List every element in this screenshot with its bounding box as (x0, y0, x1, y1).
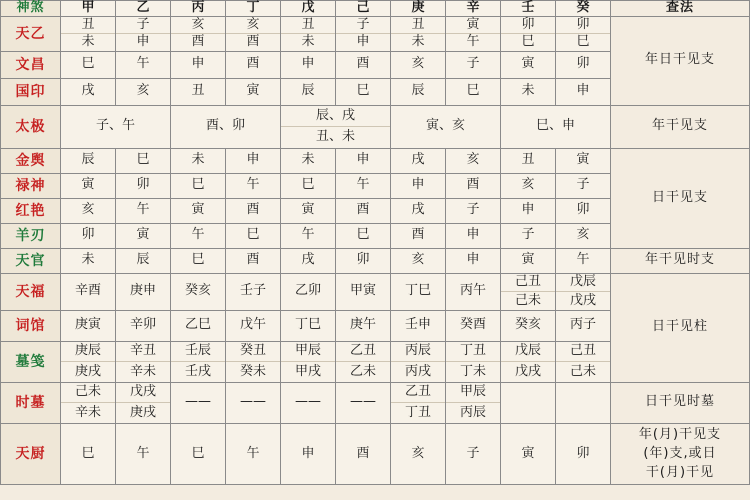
cell-lushen-5: 午 (336, 173, 391, 198)
cell-yangren-1: 寅 (116, 223, 171, 248)
table-row (1, 382, 750, 423)
cell-tianchu-8: 寅 (501, 423, 556, 485)
cell-top: 甲辰 (459, 384, 486, 400)
cell-tianfu-1: 庚申 (116, 273, 171, 310)
cell-tianfu-7: 丙午 (446, 273, 501, 310)
cell-wenchang-2: 申 (171, 51, 226, 78)
cell-yangren-3: 巳 (226, 223, 281, 248)
cell-top: 癸丑 (239, 343, 266, 359)
note-tianchu-text: 年(月)干见支 (年)支,或日 干(月)干见 (638, 426, 722, 480)
cell-top: 丑 (411, 16, 425, 32)
cell-tianguan-0: 未 (61, 248, 116, 273)
note-tianyi: 年日干见支 (611, 16, 750, 105)
cell-tianyi-4 (281, 16, 336, 51)
cell-tianguan-2: 巳 (171, 248, 226, 273)
cell-ciguan-4: 丁巳 (281, 310, 336, 341)
cell-top: 子 (136, 16, 150, 32)
cell-tianguan-1: 辰 (116, 248, 171, 273)
cell-top: 丑 (81, 16, 95, 32)
cell-tianchu-5: 酉 (336, 423, 391, 485)
cell-tianchu-6: 亥 (391, 423, 446, 485)
note-jinyu: 日干见支 (611, 148, 750, 248)
row-label-jinyu: 金舆 (1, 148, 61, 173)
cell-mujian-7 (446, 341, 501, 382)
cell-wenchang-5: 酉 (336, 51, 391, 78)
cell-shimu-2: —— (171, 382, 226, 423)
cell-ciguan-2: 乙巳 (171, 310, 226, 341)
cell-guoyin-7: 巳 (446, 78, 501, 105)
header-col-0: 甲 (61, 1, 116, 17)
note-tianguan: 年干见时支 (611, 248, 750, 273)
cell-lushen-2: 巳 (171, 173, 226, 198)
row-label-yangren: 羊刃 (1, 223, 61, 248)
cell-lushen-1: 卯 (116, 173, 171, 198)
cell-hongyan-0: 亥 (61, 198, 116, 223)
cell-bottom: 乙未 (336, 361, 390, 382)
cell-shimu-9 (556, 382, 611, 423)
cell-mujian-6 (391, 341, 446, 382)
cell-tianguan-7: 申 (446, 248, 501, 273)
cell-bottom: 戊戌 (556, 291, 610, 310)
cell-bottom: 辛未 (61, 402, 115, 423)
cell-bottom: 丙戌 (391, 361, 445, 382)
cell-tianchu-3: 午 (226, 423, 281, 485)
table-row (1, 148, 750, 173)
cell-mujian-0 (61, 341, 116, 382)
cell-tianchu-2: 巳 (171, 423, 226, 485)
cell-tianyi-5 (336, 16, 391, 51)
cell-hongyan-7: 子 (446, 198, 501, 223)
cell-tianfu-6: 丁巳 (391, 273, 446, 310)
cell-ciguan-6: 壬申 (391, 310, 446, 341)
cell-shimu-5: —— (336, 382, 391, 423)
cell-guoyin-4: 辰 (281, 78, 336, 105)
cell-top: 寅 (466, 16, 480, 32)
cell-jinyu-2: 未 (171, 148, 226, 173)
cell-bottom: 庚戌 (61, 361, 115, 382)
cell-tianfu-8 (501, 273, 556, 310)
cell-tianchu-9: 卯 (556, 423, 611, 485)
cell-bottom: 酉 (226, 33, 280, 51)
cell-ciguan-5: 庚午 (336, 310, 391, 341)
cell-wenchang-1: 午 (116, 51, 171, 78)
cell-guoyin-2: 丑 (171, 78, 226, 105)
cell-top: 己未 (74, 384, 101, 400)
cell-ciguan-0: 庚寅 (61, 310, 116, 341)
cell-bottom: 未 (391, 33, 445, 51)
cell-tianfu-3: 壬子 (226, 273, 281, 310)
cell-tianguan-4: 戌 (281, 248, 336, 273)
cell-lushen-8: 亥 (501, 173, 556, 198)
cell-lushen-7: 酉 (446, 173, 501, 198)
cell-mujian-5 (336, 341, 391, 382)
cell-wenchang-9: 卯 (556, 51, 611, 78)
cell-tianyi-2 (171, 16, 226, 51)
cell-guoyin-5: 巳 (336, 78, 391, 105)
header-label: 神煞 (1, 1, 61, 17)
cell-top: 亥 (246, 16, 260, 32)
cell-tianguan-9: 午 (556, 248, 611, 273)
header-col-5: 己 (336, 1, 391, 17)
cell-bottom: 癸未 (226, 361, 280, 382)
cell-shimu-0 (61, 382, 116, 423)
cell-top: 戊辰 (569, 274, 596, 290)
cell-lushen-3: 午 (226, 173, 281, 198)
cell-tianyi-0 (61, 16, 116, 51)
header-col-9: 癸 (556, 1, 611, 17)
cell-ciguan-3: 戊午 (226, 310, 281, 341)
cell-top: 丙辰 (404, 343, 431, 359)
cell-wenchang-8: 寅 (501, 51, 556, 78)
cell-yangren-2: 午 (171, 223, 226, 248)
row-label-lushen: 禄神 (1, 173, 61, 198)
cell-bottom: 辛未 (116, 361, 170, 382)
cell-hongyan-1: 午 (116, 198, 171, 223)
cell-yangren-8: 子 (501, 223, 556, 248)
cell-mujian-3 (226, 341, 281, 382)
cell-tianfu-2: 癸亥 (171, 273, 226, 310)
cell-jinyu-1: 巳 (116, 148, 171, 173)
cell-bottom: 丑、未 (281, 126, 390, 148)
cell-guoyin-3: 寅 (226, 78, 281, 105)
cell-top: 壬辰 (184, 343, 211, 359)
cell-top: 己丑 (569, 343, 596, 359)
cell-top: 亥 (191, 16, 205, 32)
cell-bottom: 未 (61, 33, 115, 51)
cell-top: 己丑 (514, 274, 541, 290)
header-col-2: 丙 (171, 1, 226, 17)
cell-tianguan-3: 酉 (226, 248, 281, 273)
cell-yangren-7: 申 (446, 223, 501, 248)
cell-yangren-0: 卯 (61, 223, 116, 248)
header-col-8: 壬 (501, 1, 556, 17)
cell-jinyu-9: 寅 (556, 148, 611, 173)
cell-bottom: 丁未 (446, 361, 500, 382)
cell-hongyan-5: 酉 (336, 198, 391, 223)
note-taiji: 年干见支 (611, 105, 750, 148)
cell-tianguan-5: 卯 (336, 248, 391, 273)
row-label-ciguan: 词馆 (1, 310, 61, 341)
cell-top: 戊戌 (129, 384, 156, 400)
header-col-6: 庚 (391, 1, 446, 17)
cell-mujian-9 (556, 341, 611, 382)
cell-tianguan-8: 寅 (501, 248, 556, 273)
cell-ciguan-7: 癸酉 (446, 310, 501, 341)
cell-guoyin-1: 亥 (116, 78, 171, 105)
cell-tianfu-5: 甲寅 (336, 273, 391, 310)
cell-ciguan-1: 辛卯 (116, 310, 171, 341)
cell-wenchang-4: 申 (281, 51, 336, 78)
header-col-3: 丁 (226, 1, 281, 17)
cell-hongyan-9: 卯 (556, 198, 611, 223)
cell-shimu-6 (391, 382, 446, 423)
cell-guoyin-0: 戌 (61, 78, 116, 105)
cell-lushen-9: 子 (556, 173, 611, 198)
cell-tianfu-9 (556, 273, 611, 310)
cell-bottom: 丁丑 (391, 402, 445, 423)
cell-tianfu-0: 辛酉 (61, 273, 116, 310)
cell-bottom: 壬戌 (171, 361, 225, 382)
row-label-mujian: 墓笺 (1, 341, 61, 382)
cell-bottom: 巳 (501, 33, 555, 51)
row-label-taiji: 太极 (1, 105, 61, 148)
cell-top: 乙丑 (404, 384, 431, 400)
cell-top: 丁丑 (459, 343, 486, 359)
cell-bottom: 庚戌 (116, 402, 170, 423)
cell-wenchang-7: 子 (446, 51, 501, 78)
table-row (1, 248, 750, 273)
cell-top: 丑 (301, 16, 315, 32)
cell-shimu-3: —— (226, 382, 281, 423)
cell-jinyu-5: 申 (336, 148, 391, 173)
cell-yangren-9: 亥 (556, 223, 611, 248)
cell-bottom: 甲戌 (281, 361, 335, 382)
row-label-wenchang: 文昌 (1, 51, 61, 78)
cell-tianyi-1 (116, 16, 171, 51)
row-label-tianchu: 天厨 (1, 423, 61, 485)
cell-bottom: 申 (116, 33, 170, 51)
cell-mujian-4 (281, 341, 336, 382)
row-label-guoyin: 国印 (1, 78, 61, 105)
cell-yangren-6: 酉 (391, 223, 446, 248)
cell-lushen-0: 寅 (61, 173, 116, 198)
cell-bottom: 丙辰 (446, 402, 500, 423)
cell-shimu-8 (501, 382, 556, 423)
header-col-7: 辛 (446, 1, 501, 17)
cell-yangren-4: 午 (281, 223, 336, 248)
cell-top: 卯 (576, 16, 590, 32)
cell-jinyu-0: 辰 (61, 148, 116, 173)
cell-tianchu-1: 午 (116, 423, 171, 485)
cell-hongyan-3: 酉 (226, 198, 281, 223)
cell-hongyan-2: 寅 (171, 198, 226, 223)
cell-jinyu-8: 丑 (501, 148, 556, 173)
row-label-tianyi: 天乙 (1, 16, 61, 51)
cell-lushen-6: 申 (391, 173, 446, 198)
cell-taiji-1: 酉、卯 (171, 105, 281, 148)
cell-ciguan-9: 丙子 (556, 310, 611, 341)
cell-tianchu-4: 申 (281, 423, 336, 485)
cell-tianchu-0: 巳 (61, 423, 116, 485)
cell-bottom: 申 (336, 33, 390, 51)
cell-top: 辰、戌 (315, 107, 355, 123)
cell-bottom: 午 (446, 33, 500, 51)
cell-hongyan-6: 戌 (391, 198, 446, 223)
cell-top: 庚辰 (74, 343, 101, 359)
table-row (1, 273, 750, 310)
row-label-tianfu: 天福 (1, 273, 61, 310)
row-label-shimu: 时墓 (1, 382, 61, 423)
cell-top: 子 (356, 16, 370, 32)
row-label-hongyan: 红艳 (1, 198, 61, 223)
cell-ciguan-8: 癸亥 (501, 310, 556, 341)
cell-tianyi-9 (556, 16, 611, 51)
cell-shimu-7 (446, 382, 501, 423)
cell-bottom: 己未 (501, 291, 555, 310)
cell-hongyan-4: 寅 (281, 198, 336, 223)
cell-jinyu-4: 未 (281, 148, 336, 173)
cell-tianchu-7: 子 (446, 423, 501, 485)
cell-hongyan-8: 申 (501, 198, 556, 223)
cell-yangren-5: 巳 (336, 223, 391, 248)
cell-tianguan-6: 亥 (391, 248, 446, 273)
cell-tianyi-7 (446, 16, 501, 51)
cell-bottom: 未 (281, 33, 335, 51)
cell-taiji-2 (281, 105, 391, 148)
table-header-row (1, 1, 750, 17)
cell-lushen-4: 巳 (281, 173, 336, 198)
cell-tianyi-3 (226, 16, 281, 51)
row-label-tianguan: 天官 (1, 248, 61, 273)
cell-wenchang-6: 亥 (391, 51, 446, 78)
header-note: 查法 (611, 1, 750, 17)
note-cuguan: 日干见柱 (611, 273, 750, 382)
header-col-4: 戊 (281, 1, 336, 17)
cell-guoyin-6: 辰 (391, 78, 446, 105)
cell-top: 乙丑 (349, 343, 376, 359)
cell-mujian-1 (116, 341, 171, 382)
table-row (1, 423, 750, 485)
cell-tianyi-8 (501, 16, 556, 51)
note-tianchu (611, 423, 750, 485)
header-col-1: 乙 (116, 1, 171, 17)
cell-taiji-4: 巳、申 (501, 105, 611, 148)
cell-taiji-0: 子、午 (61, 105, 171, 148)
cell-taiji-3: 寅、亥 (391, 105, 501, 148)
cell-top: 戊辰 (514, 343, 541, 359)
cell-top: 辛丑 (129, 343, 156, 359)
cell-wenchang-0: 巳 (61, 51, 116, 78)
cell-wenchang-3: 酉 (226, 51, 281, 78)
cell-tianyi-6 (391, 16, 446, 51)
cell-shimu-1 (116, 382, 171, 423)
cell-bottom: 戊戌 (501, 361, 555, 382)
cell-jinyu-3: 申 (226, 148, 281, 173)
cell-bottom: 巳 (556, 33, 610, 51)
cell-jinyu-7: 亥 (446, 148, 501, 173)
cell-jinyu-6: 戌 (391, 148, 446, 173)
cell-guoyin-9: 申 (556, 78, 611, 105)
cell-tianfu-4: 乙卯 (281, 273, 336, 310)
cell-mujian-8 (501, 341, 556, 382)
note-shimu: 日干见时墓 (611, 382, 750, 423)
cell-bottom: 酉 (171, 33, 225, 51)
cell-shimu-4: —— (281, 382, 336, 423)
cell-top: 卯 (521, 16, 535, 32)
cell-bottom: 己未 (556, 361, 610, 382)
table-row (1, 105, 750, 148)
cell-top: 甲辰 (294, 343, 321, 359)
table-row (1, 16, 750, 51)
cell-guoyin-8: 未 (501, 78, 556, 105)
cell-mujian-2 (171, 341, 226, 382)
